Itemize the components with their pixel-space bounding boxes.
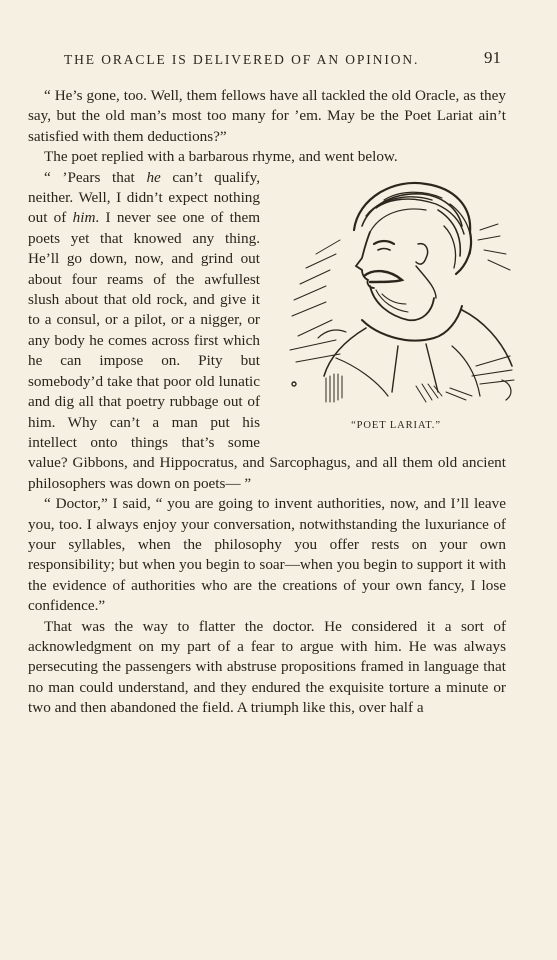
paragraph-text: can’t qualify, neither. Well, I didn’t expect nothing out of [28, 168, 260, 227]
paragraph: “ He’s gone, too. Well, them fellows have all tackled the old Oracle, as they say, but the old man’s most too many for ’em. May be the Poet Lariat ain’t satisfied with them deductions?” [28, 87, 506, 145]
italic-word: him [72, 209, 96, 227]
illustration-caption: “POET LARIAT.” [351, 419, 441, 431]
poet-lariat-illustration [266, 170, 526, 445]
paragraph: That was the way to flatter the doctor. He considered it a sort of acknowledgment on my part of a fear to argue with him. He was always persecuting the passengers with abstruse propositions framed in language that no man could understand, and they endured the exquisite torture a minute or two and then abandoned the field. A triumph like this, over half a [28, 617, 506, 717]
paragraph: “ Doctor,” I said, “ you are going to invent authorities, now, and I’ll leave you, too. I always enjoy your conversation, notwithstanding the luxuriance of your syllables, when the philosophy you offer rests on your own responsibility; but when you begin to soar—when you begin to support it with the evidence of authorities who are the creations of your own fancy, I lose confidence.” [28, 495, 506, 615]
italic-word: he [146, 168, 161, 186]
paragraph: The poet replied with a barbarous rhyme, and went below. [44, 148, 398, 166]
paragraph-text: . I never see one of them poets yet that knowed any thing. He’ll go down, now, and grind out about four reams of the awfullest slush about that old rock, and give it to a consul, or a pilot, or a nigger, or any body he comes across first which he can impose on. Pity but somebody’d take that poor old lunatic and dig all that poetry rubbage out of him. Why can’t a man put his intellect onto things that’s some value? Gibbons, and Hippocratus, and Sarcophagus, and all them old ancient philosophers was down on poets— ” [28, 209, 506, 492]
poet-portrait-sketch [266, 170, 526, 415]
body-text [28, 86, 506, 719]
running-head: THE ORACLE IS DELIVERED OF AN OPINION. [64, 52, 420, 67]
page-number: 91 [484, 48, 501, 67]
paragraph-text: “ ’Pears that [44, 168, 147, 186]
